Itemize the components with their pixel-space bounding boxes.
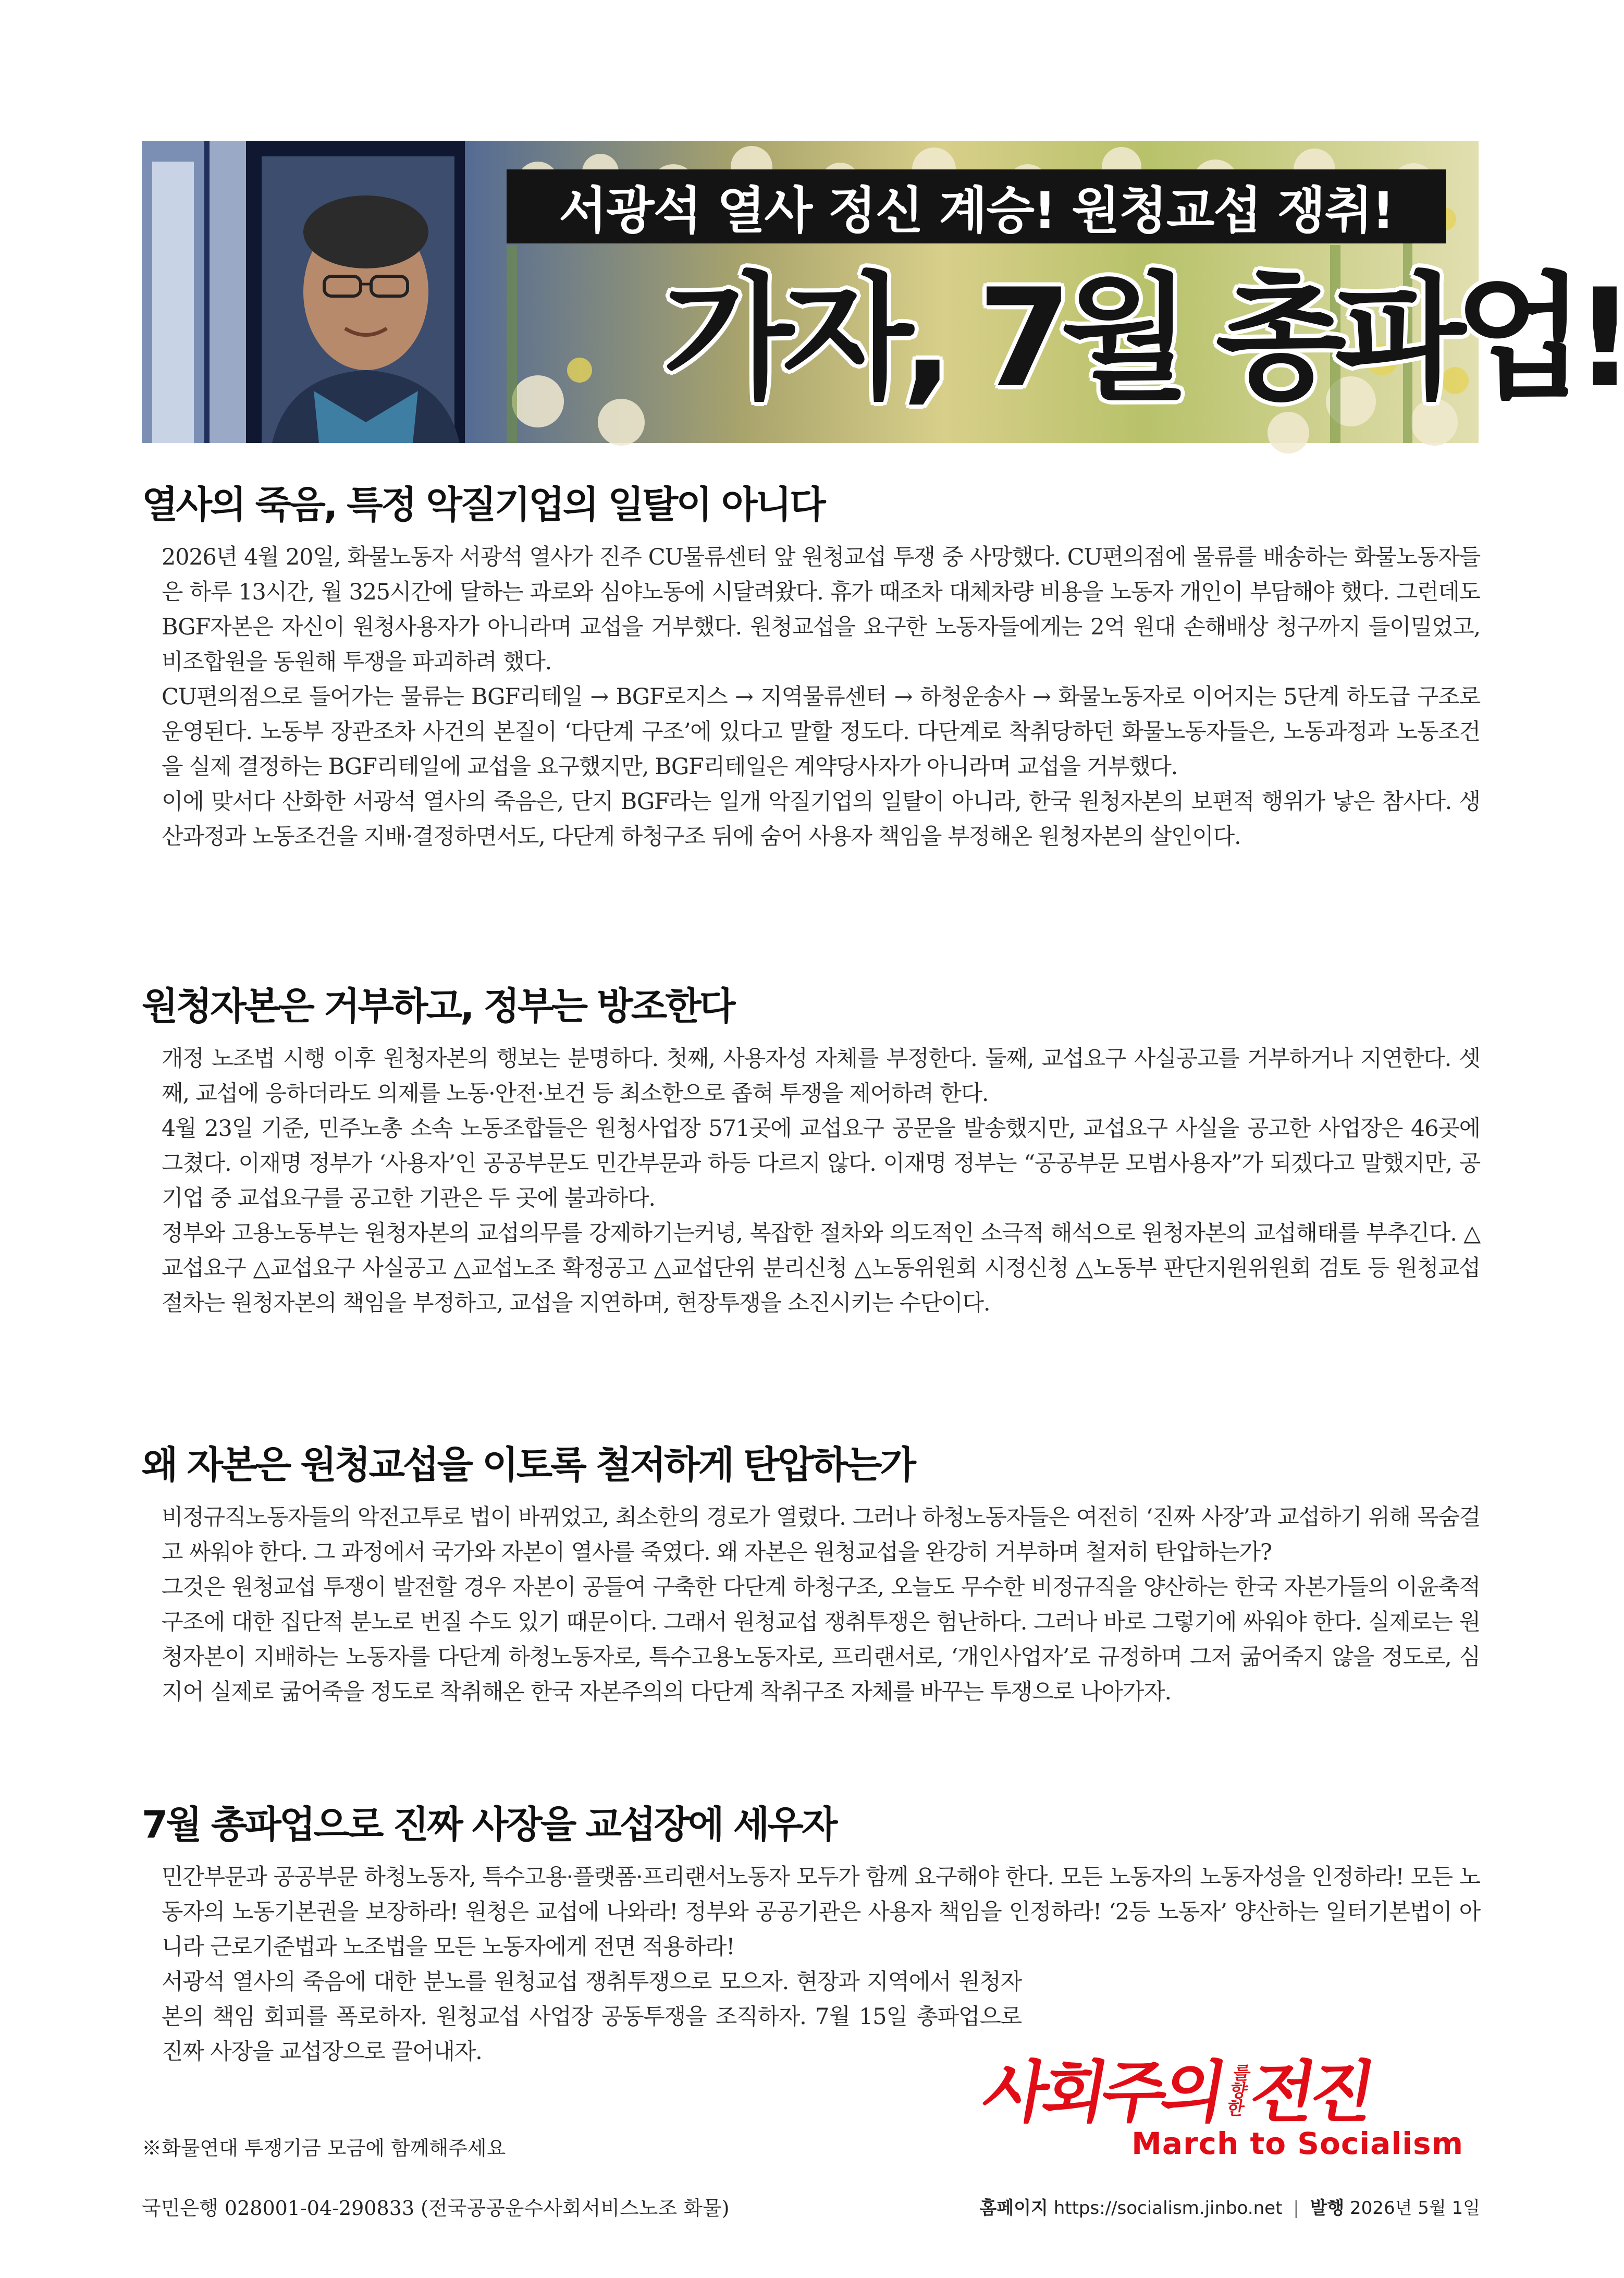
bank-account: 국민은행 028001-04-290833 (전국공공운수사회서비스노조 화물) [142, 2197, 730, 2220]
homepage-link[interactable]: https://socialism.jinbo.net [1053, 2198, 1283, 2219]
fund-note: ※화물연대 투쟁기금 모금에 함께해주세요 [142, 2137, 506, 2160]
logo-korean-main: 사회주의 [977, 2054, 1228, 2132]
section-4 [142, 1798, 1480, 2069]
paragraph: 서광석 열사의 죽음에 대한 분노를 원청교섭 쟁취투쟁으로 모으자. 현장과 지역에서 원청자본의 책임 회피를 폭로하자. 원청교섭 사업장 공동투쟁을 조직하자. 7월 15일 총파업으로 진짜 사장을 교섭장으로 끌어내자. [162, 1969, 1022, 2065]
paragraph: 정부와 고용노동부는 원청자본의 교섭의무를 강제하기는커녕, 복잡한 절차와 의도적인 소극적 해석으로 원청자본의 교섭해태를 부추긴다. △교섭요구 △교섭요구 사실공고 △교섭노조 확정공고 △교섭단위 분리신청 △노동위원회 시정신청 △노동부 판단지원위원회 검토 등 원청교섭 절차는 원청자본의 책임을 부정하고, 교섭을 지연하며, 현장투쟁을 소진시키는 수단이다. [162, 1220, 1480, 1316]
section-2 [142, 980, 1480, 1321]
publication-info [980, 2194, 1481, 2219]
hero-banner [142, 141, 1624, 443]
homepage-label: 홈페이지 [979, 2198, 1048, 2219]
paragraph: 민간부문과 공공부문 하청노동자, 특수고용·플랫폼·프리랜서노동자 모두가 함께 요구해야 한다. 모든 노동자의 노동자성을 인정하라! 모든 노동자의 노동기본권을 보장하라! 원청은 교섭에 나와라! 정부와 공공기관은 사용자 책임을 인정하라! ‘2등 노동자’ 양산하는 일터기본법이 아니라 근로기준법과 노조법을 모든 노동자에게 전면 적용하라! [162, 1864, 1480, 1960]
headline-1: 서광석 열사 정신 계승! 원청교섭 쟁취! [559, 181, 1394, 240]
section-3 [142, 1439, 1480, 1710]
paragraph: 그것은 원청교섭 투쟁이 발전할 경우 자본이 공들여 구축한 다단계 하청구조, 오늘도 무수한 비정규직을 양산하는 한국 자본가들의 이윤축적 구조에 대한 집단적 분노로 번질 수도 있기 때문이다. 그래서 원청교섭 쟁취투쟁은 험난하다. 그러나 바로 그렇기에 싸워야 한다. 실제로는 원청자본이 지배하는 노동자를 다단계 하청노동자로, 특수고용노동자로, 프리랜서로, ‘개인사업자’로 규정하며 그저 굶어죽지 않을 정도로, 심지어 실제로 굶어죽을 정도로 착취해온 한국 자본주의의 다단계 착취구조 자체를 바꾸는 투쟁으로 나아가자. [162, 1574, 1480, 1705]
paragraph: 2026년 4월 20일, 화물노동자 서광석 열사가 진주 CU물류센터 앞 원청교섭 투쟁 중 사망했다. CU편의점에 물류를 배송하는 화물노동자들은 하루 13시간, 월 325시간에 달하는 과로와 심야노동에 시달려왔다. 휴가 때조차 대체차량 비용을 노동자 개인이 부담해야 했다. 그런데도 BGF자본은 자신이 원청사용자가 아니라며 교섭을 거부했다. 원청교섭을 요구한 노동자들에게는 2억 원대 손해배상 청구까지 들이밀었고, 비조합원을 동원해 투쟁을 파괴하려 했다. [162, 544, 1480, 675]
headline-2: 가자, 7월 총파업! [663, 260, 1624, 418]
paragraph: 비정규직노동자들의 악전고투로 법이 바뀌었고, 최소한의 경로가 열렸다. 그러나 하청노동자들은 여전히 ‘진짜 사장’과 교섭하기 위해 목숨걸고 싸워야 한다. 그 과정에서 국가와 자본이 열사를 죽였다. 왜 자본은 원청교섭을 완강히 거부하며 철저히 탄압하는가? [162, 1504, 1480, 1565]
logo-korean-small: 를향한 [1222, 2063, 1252, 2116]
paragraph: 4월 23일 기준, 민주노총 소속 노동조합들은 원청사업장 571곳에 교섭요구 공문을 발송했지만, 교섭요구 사실을 공고한 사업장은 46곳에 그쳤다. 이재명 정부가 ‘사용자’인 공공부문도 민간부문과 하등 다르지 않다. 이재명 정부는 “공공부문 모범사용자”가 되겠다고 말했지만, 공기업 중 교섭요구를 공고한 기관은 두 곳에 불과하다. [162, 1116, 1480, 1211]
published-label: 발행 [1310, 2198, 1345, 2219]
section-heading: 열사의 죽음, 특정 악질기업의 일탈이 아니다 [142, 483, 824, 526]
published-date: 2026년 5월 1일 [1350, 2198, 1480, 2219]
paragraph: CU편의점으로 들어가는 물류는 BGF리테일 → BGF로지스 → 지역물류센터 → 하청운송사 → 화물노동자로 이어지는 5단계 하도급 구조로 운영된다. 노동부 장관조차 사건의 본질이 ‘다단계 구조’에 있다고 말할 정도다. 다단계로 착취당하던 화물노동자들은, 노동과정과 노동조건을 실제 결정하는 BGF리테일에 교섭을 요구했지만, BGF리테일은 계약당사자가 아니라며 교섭을 거부했다. [162, 684, 1480, 780]
paragraph: 개정 노조법 시행 이후 원청자본의 행보는 분명하다. 첫째, 사용자성 자체를 부정한다. 둘째, 교섭요구 사실공고를 거부하거나 지연한다. 셋째, 교섭에 응하더라도 의제를 노동·안전·보건 등 최소한으로 좁혀 투쟁을 제어하려 한다. [162, 1046, 1480, 1107]
separator: | [1293, 2198, 1299, 2219]
section-heading: 7월 총파업으로 진짜 사장을 교섭장에 세우자 [142, 1803, 836, 1846]
march-to-socialism-logo [977, 2054, 1479, 2161]
paragraph: 이에 맞서다 산화한 서광석 열사의 죽음은, 단지 BGF라는 일개 악질기업의 일탈이 아니라, 한국 원청자본의 보편적 행위가 낳은 참사다. 생산과정과 노동조건을 지배·결정하면서도, 다단계 하청구조 뒤에 숨어 사용자 책임을 부정해온 원청자본의 살인이다. [162, 789, 1480, 850]
logo-korean [977, 2054, 1377, 2132]
section-heading: 왜 자본은 원청교섭을 이토록 철저하게 탄압하는가 [142, 1443, 914, 1487]
section-heading: 원청자본은 거부하고, 정부는 방조한다 [142, 984, 734, 1028]
logo-english: March to Socialism [1131, 2126, 1463, 2161]
headline-box [507, 169, 1446, 243]
section-1 [142, 479, 1480, 854]
logo-korean-end: 전진 [1244, 2054, 1377, 2132]
